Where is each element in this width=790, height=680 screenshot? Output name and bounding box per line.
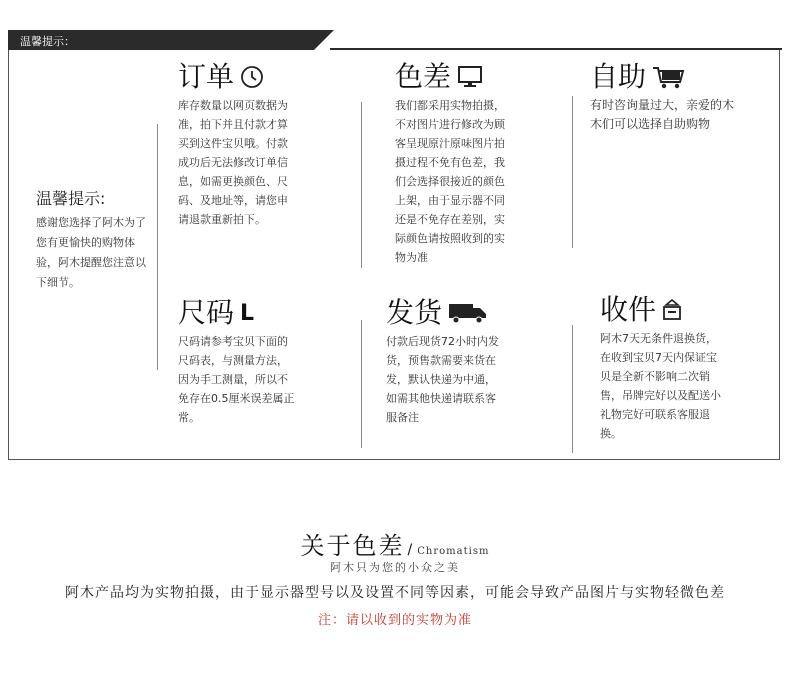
package-icon — [662, 299, 682, 321]
section-order — [178, 60, 296, 229]
section-title: 订单 — [178, 60, 235, 93]
shopping-cart-icon — [652, 64, 686, 90]
footer-note: 注：请以收到的实物为准 — [317, 613, 472, 628]
section-title: 收件 — [600, 293, 657, 326]
clock-icon — [240, 65, 264, 89]
divider — [572, 325, 573, 453]
divider — [361, 102, 362, 268]
section-shipping — [386, 296, 504, 427]
footer-heading: 关于色差 / Chromatism — [300, 532, 490, 560]
size-l-icon: L — [240, 300, 255, 326]
intro-block — [36, 186, 156, 293]
footer-title-en: Chromatism — [417, 546, 490, 557]
section-size — [178, 296, 296, 427]
notice-tab-label: 温馨提示： — [20, 35, 75, 48]
section-text: 我们都采用实物拍摄，不对图片进行修改为顾客呈现原汁原味图片拍摄过程不免有色差，我们会选择很接近的颜色上架，由于显示器不同还是不免存在差别，实际颜色请按照收到的实物为准 — [395, 99, 505, 264]
section-title: 发货 — [386, 296, 443, 329]
section-self-service — [590, 60, 740, 134]
divider — [572, 96, 573, 248]
section-title: 色差 — [395, 60, 452, 93]
section-title: 尺码 — [178, 296, 235, 329]
intro-title: 温馨提示: — [36, 189, 106, 208]
divider — [157, 124, 158, 370]
footer-title: 关于色差 — [300, 532, 405, 560]
delivery-truck-icon — [448, 301, 488, 325]
intro-text: 感谢您选择了阿木为了您有更愉快的购物体验，阿木提醒您注意以下细节。 — [36, 216, 146, 289]
notice-tab — [8, 30, 314, 50]
section-text: 尺码请参考宝贝下面的尺码表，与测量方法，因为手工测量，所以不免存在0.5厘米误差属正常。 — [178, 335, 295, 424]
section-title: 自助 — [590, 60, 647, 93]
monitor-icon — [457, 64, 483, 90]
section-receiving — [600, 293, 726, 443]
section-text: 付款后现货72小时内发货，预售款需要来货在发，默认快递为中通，如需其他快递请联系客服备注 — [386, 335, 499, 424]
section-text: 阿木7天无条件退换货，在收到宝贝7天内保证宝贝是全新不影响二次销售，吊牌完好以及配送小礼物完好可联系客服退换。 — [600, 332, 721, 440]
section-color-difference — [395, 60, 513, 267]
section-text: 有时咨询量过大，亲爱的木木们可以选择自助购物 — [590, 98, 735, 131]
divider — [361, 320, 362, 448]
footer-description: 阿木产品均为实物拍摄，由于显示器型号以及设置不同等因素，可能会导致产品图片与实物轻微色差 — [65, 585, 725, 601]
footer-subtitle: 阿木只为您的小众之美 — [330, 561, 460, 574]
section-text: 库存数量以网页数据为准，拍下并且付款才算买到这件宝贝哦。付款成功后无法修改订单信息，如需更换颜色、尺码、及地址等，请您申请退款重新拍下。 — [178, 99, 288, 226]
